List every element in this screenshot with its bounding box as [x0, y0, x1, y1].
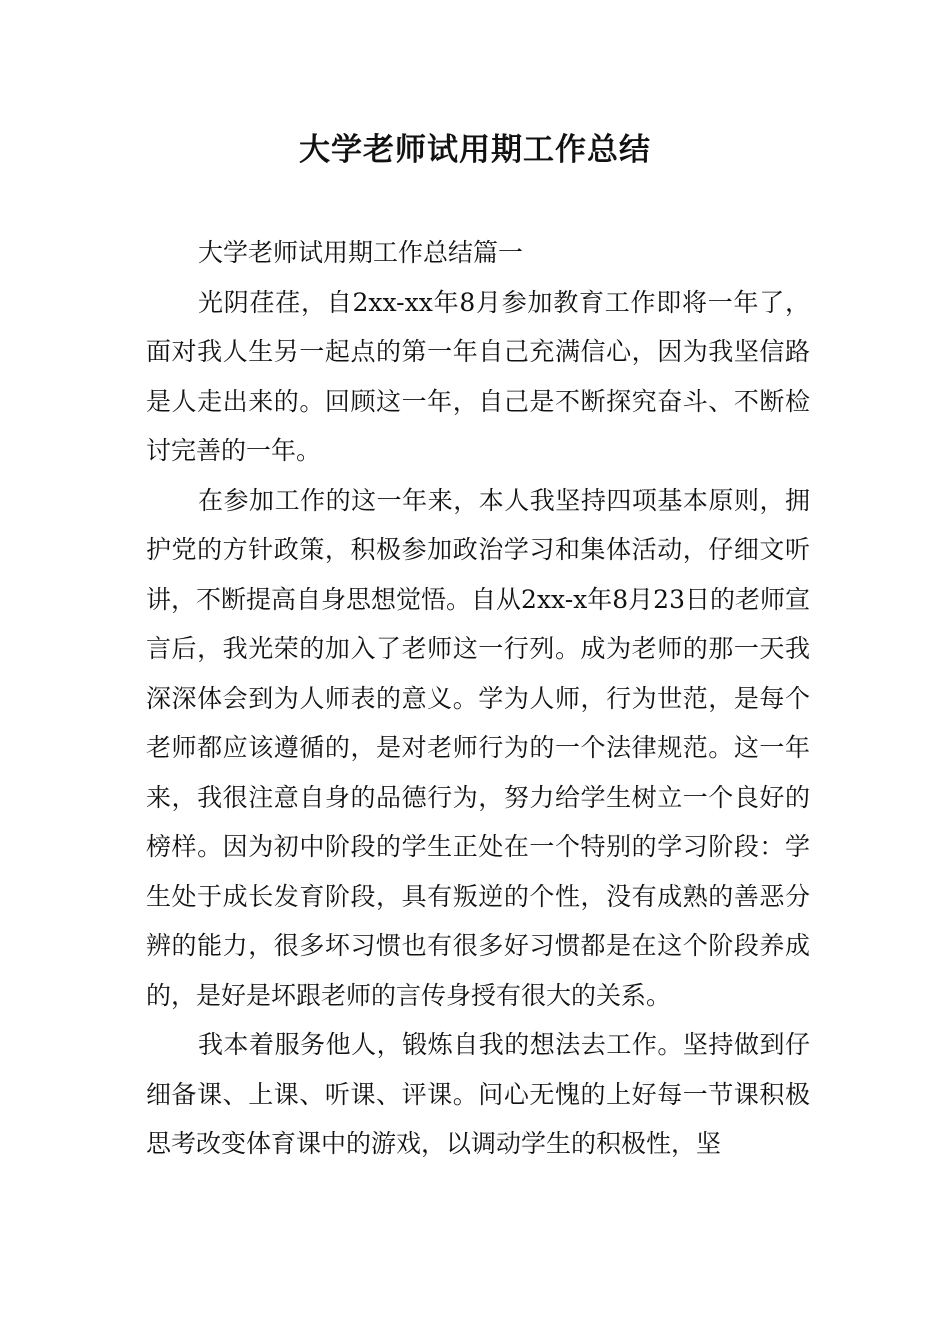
paragraph-2: 在参加工作的这一年来，本人我坚持四项基本原则，拥护党的方针政策，积极参加政治学习和集体活动，仔细文听讲，不断提高自身思想觉悟。自从2xx-x年8月23日的老师宣言后，我光荣的加入了老师这一行列。成为老师的那一天我深深体会到为人师表的意义。学为人师，行为世范，是每个老师都应该遵循的，是对老师行为的一个法律规范。这一年来，我很注意自身的品德行为，努力给学生树立一个良好的榜样。因为初中阶段的学生正处在一个特别的学习阶段：学生处于成长发育阶段，具有叛逆的个性，没有成熟的善恶分辨的能力，很多坏习惯也有很多好习惯都是在这个阶段养成的，是好是坏跟老师的言传身授有很大的关系。: [146, 485, 810, 1010]
section-heading: 大学老师试用期工作总结篇一: [198, 238, 524, 267]
paragraph-1: 光阴荏荏，自2xx-xx年8月参加教育工作即将一年了，面对我人生另一起点的第一年自己充满信心，因为我坚信路是人走出来的。回顾这一年，自己是不断探究奋斗、不断检讨完善的一年。: [146, 287, 810, 465]
document-body: [146, 228, 810, 1169]
document-title: 大学老师试用期工作总结: [299, 132, 651, 168]
paragraph-3: 我本着服务他人，锻炼自我的想法去工作。坚持做到仔细备课、上课、听课、评课。问心无愧的上好每一节课积极思考改变体育课中的游戏，以调动学生的积极性，坚: [146, 1030, 810, 1158]
